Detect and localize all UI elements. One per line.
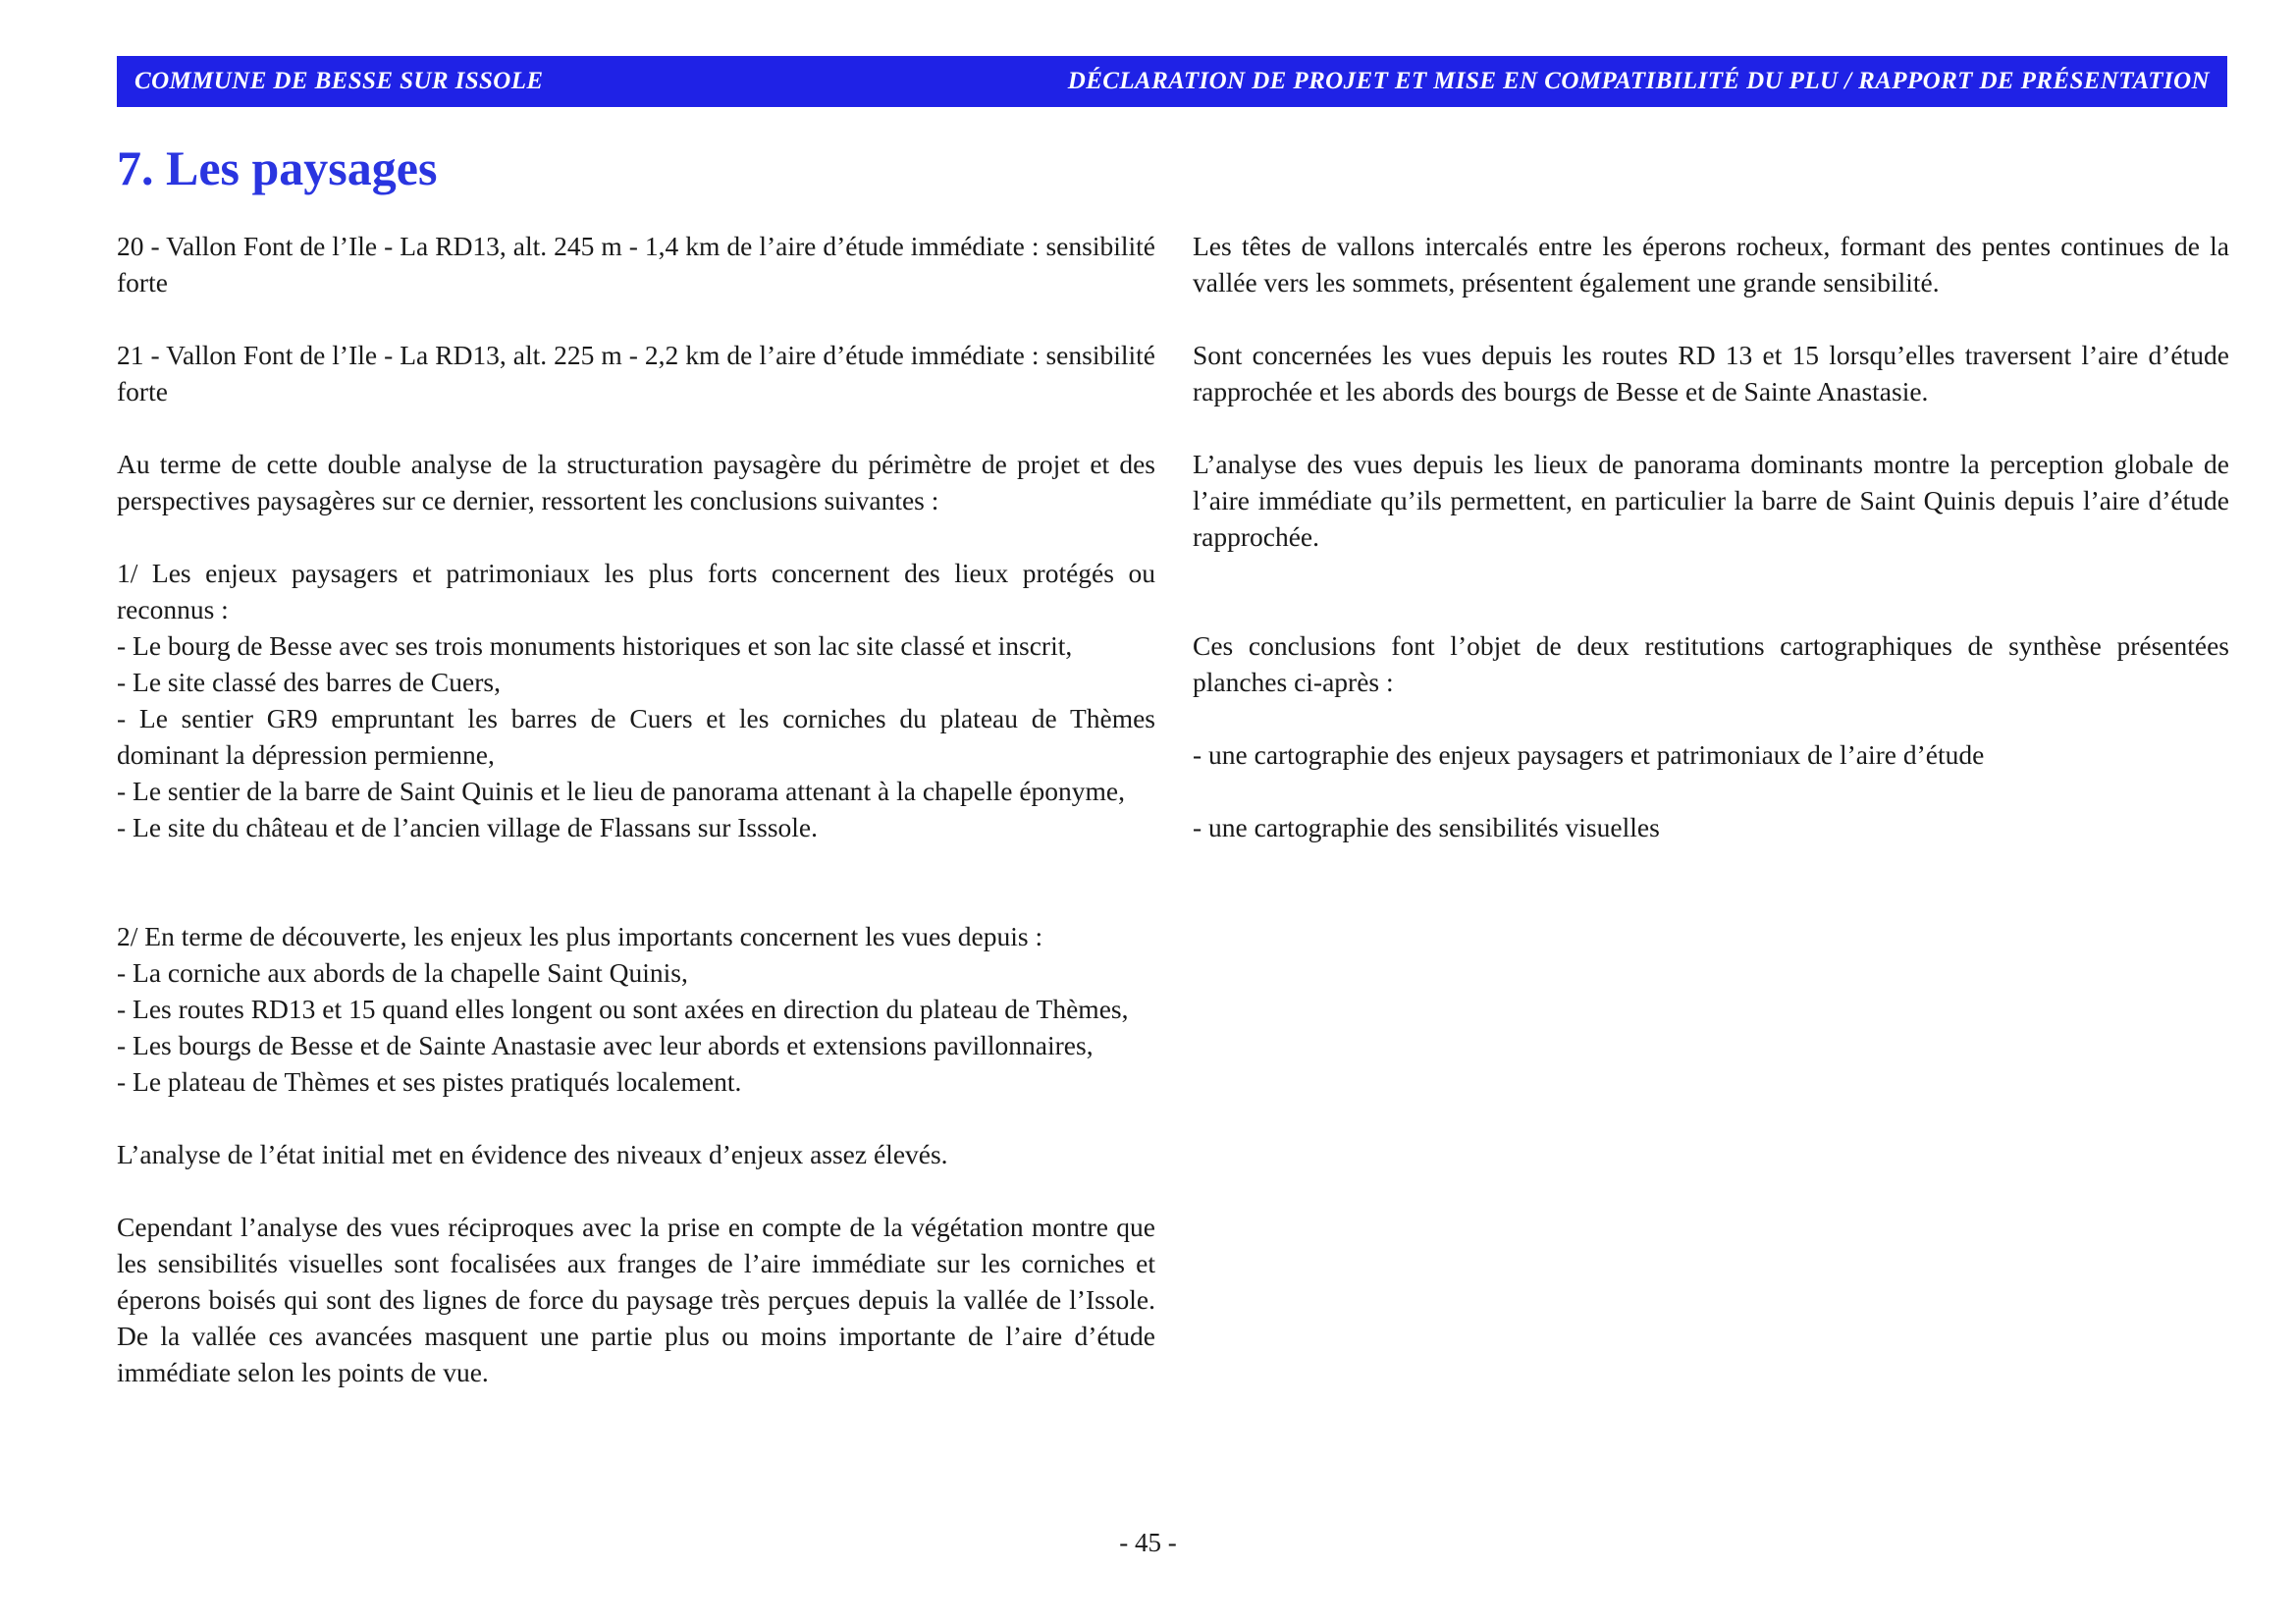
list-item: - La corniche aux abords de la chapelle Saint Quinis, (117, 957, 688, 988)
header-document-title: DÉCLARATION DE PROJET ET MISE EN COMPATIBILITÉ DU PLU / RAPPORT DE PRÉSENTATION (1067, 68, 2210, 94)
paragraph-reciprocal-views: Cependant l’analyse des vues réciproques avec la prise en compte de la végétation montre que les sensibilités visuelles sont focalisées aux franges de l’aire immédiate sur les corniches et éperons boisés qui sont des lignes de force du paysage très perçues depuis la vallée de l’Issole. De la vallée ces avancées masquent une partie plus ou moins importante de l’aire d’étude immédiate selon les points de vue. (117, 1212, 1155, 1387)
list-item: - Le site classé des barres de Cuers, (117, 667, 501, 697)
paragraph-panorama-views: L’analyse des vues depuis les lieux de panorama dominants montre la perception globale de l’aire immédiate qu’ils permettent, en particulier la barre de Saint Quinis depuis l’aire d’étude rapprochée. (1193, 449, 2229, 552)
paragraph-road-views: Sont concernées les vues depuis les routes RD 13 et 15 lorsqu’elles traversent l’aire d’étude rapprochée et les abords des bourgs de Besse et de Sainte Anastasie. (1193, 340, 2229, 406)
paragraph-analysis-intro: Au terme de cette double analyse de la structuration paysagère du périmètre de projet et des perspectives paysagères sur ce dernier, ressortent les conclusions suivantes : (117, 449, 1155, 515)
heritage-issues-intro: 1/ Les enjeux paysagers et patrimoniaux les plus forts concernent des lieux protégés ou reconnus : (117, 558, 1155, 624)
paragraph-conclusions: Ces conclusions font l’objet de deux restitutions cartographiques de synthèse présentées planches ci-après : (1193, 630, 2229, 697)
right-column (1193, 228, 2229, 882)
header-bar (117, 56, 2227, 107)
list-item: - Les bourgs de Besse et de Sainte Anastasie avec leur abords et extensions pavillonnaires, (117, 1030, 1094, 1060)
list-item: - Le sentier de la barre de Saint Quinis et le lieu de panorama attenant à la chapelle éponyme, (117, 776, 1125, 806)
list-item: - une cartographie des enjeux paysagers et patrimoniaux de l’aire d’étude (1193, 739, 1985, 770)
paragraph-viewpoint-21: 21 - Vallon Font de l’Ile - La RD13, alt. 225 m - 2,2 km de l’aire d’étude immédiate : sensibilité forte (117, 340, 1155, 406)
paragraph-discovery-issues (117, 918, 1155, 1100)
list-item: - Les routes RD13 et 15 quand elles longent ou sont axées en direction du plateau de Thèmes, (117, 994, 1129, 1024)
paragraph-valley-heads: Les têtes de vallons intercalés entre les éperons rocheux, formant des pentes continues de la vallée vers les sommets, présentent également une grande sensibilité. (1193, 231, 2229, 298)
paragraph-viewpoint-20: 20 - Vallon Font de l’Ile - La RD13, alt. 245 m - 1,4 km de l’aire d’étude immédiate : sensibilité forte (117, 231, 1155, 298)
paragraph-initial-state: L’analyse de l’état initial met en évidence des niveaux d’enjeux assez élevés. (117, 1139, 948, 1169)
paragraph-heritage-issues (117, 555, 1155, 845)
page-number: - 45 - (1119, 1528, 1177, 1557)
list-item: - Le site du château et de l’ancien village de Flassans sur Isssole. (117, 812, 819, 842)
list-item: - Le bourg de Besse avec ses trois monuments historiques et son lac site classé et inscrit, (117, 630, 1073, 661)
list-item: - une cartographie des sensibilités visuelles (1193, 812, 1660, 842)
section-title: 7. Les paysages (117, 140, 438, 195)
left-column (117, 228, 1155, 1427)
list-item: - Le plateau de Thèmes et ses pistes pratiqués localement. (117, 1066, 742, 1097)
header-commune: COMMUNE DE BESSE SUR ISSOLE (134, 68, 544, 94)
list-item: - Le sentier GR9 empruntant les barres de Cuers et les corniches du plateau de Thèmes dominant la dépression permienne, (117, 703, 1155, 770)
discovery-issues-intro: 2/ En terme de découverte, les enjeux les plus importants concernent les vues depuis : (117, 921, 1043, 951)
